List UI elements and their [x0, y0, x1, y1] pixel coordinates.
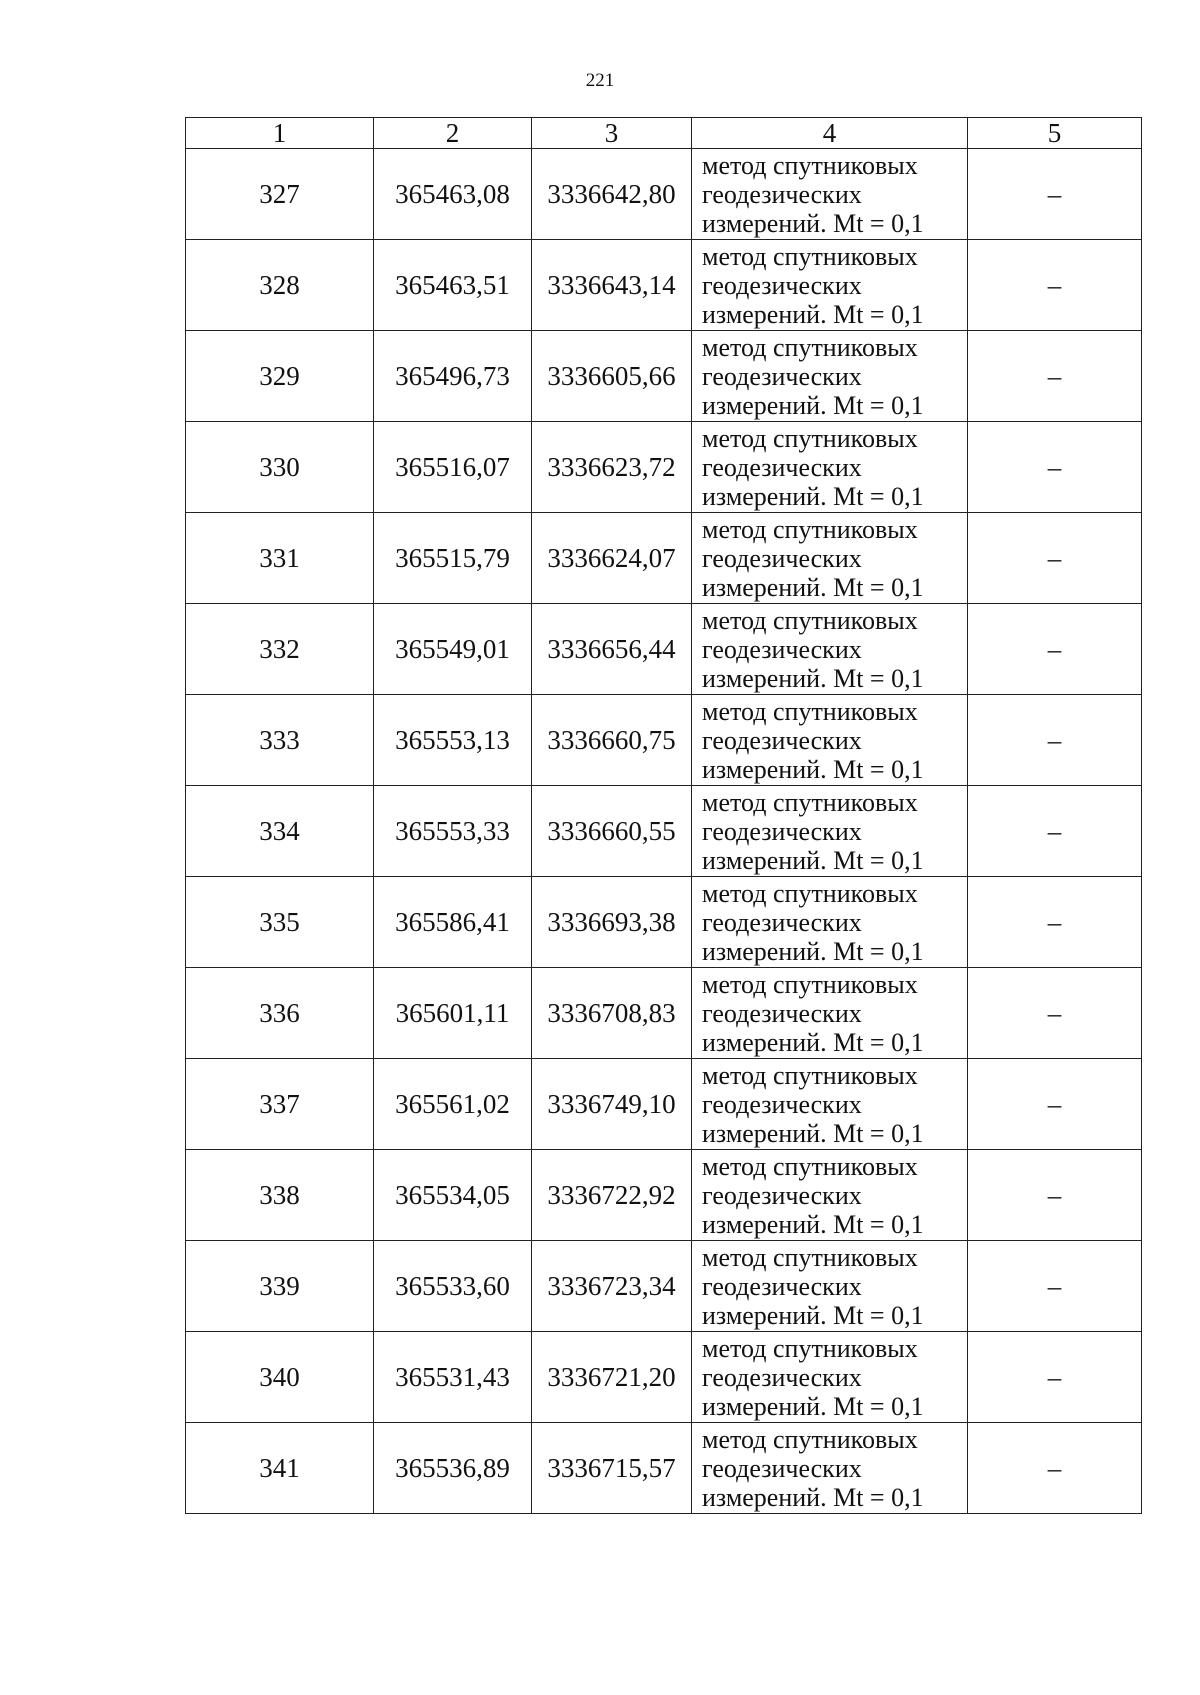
- x-coordinate-cell: 365536,89: [374, 1423, 532, 1514]
- method-cell: [692, 422, 968, 513]
- y-coordinate-cell: 3336642,80: [532, 149, 692, 240]
- note-cell: –: [968, 786, 1142, 877]
- method-line: метод спутниковых: [702, 1424, 918, 1454]
- point-number-cell: 340: [186, 1332, 374, 1423]
- note-cell: –: [968, 877, 1142, 968]
- method-line: метод спутниковых: [702, 696, 918, 726]
- method-cell: [692, 1150, 968, 1241]
- method-line: геодезических: [702, 1362, 862, 1392]
- column-header-5: 5: [968, 118, 1142, 149]
- y-coordinate-cell: 3336723,34: [532, 1241, 692, 1332]
- point-number-cell: 335: [186, 877, 374, 968]
- note-cell: –: [968, 1059, 1142, 1150]
- point-number-cell: 329: [186, 331, 374, 422]
- y-coordinate-cell: 3336693,38: [532, 877, 692, 968]
- note-cell: –: [968, 1241, 1142, 1332]
- column-header-4: 4: [692, 118, 968, 149]
- note-cell: –: [968, 695, 1142, 786]
- column-header-3: 3: [532, 118, 692, 149]
- table-row: [186, 604, 1142, 695]
- note-cell: –: [968, 422, 1142, 513]
- note-cell: –: [968, 1150, 1142, 1241]
- table-row: [186, 786, 1142, 877]
- table-row: [186, 695, 1142, 786]
- method-line: измерений. Mt = 0,1: [702, 1118, 924, 1148]
- x-coordinate-cell: 365533,60: [374, 1241, 532, 1332]
- method-cell: [692, 240, 968, 331]
- method-line: метод спутниковых: [702, 332, 918, 362]
- method-line: измерений. Mt = 0,1: [702, 390, 924, 420]
- method-line: метод спутниковых: [702, 605, 918, 635]
- method-cell: [692, 786, 968, 877]
- page-number: 221: [585, 70, 615, 91]
- table-row: [186, 513, 1142, 604]
- point-number-cell: 331: [186, 513, 374, 604]
- method-line: метод спутниковых: [702, 1060, 918, 1090]
- note-cell: –: [968, 240, 1142, 331]
- method-line: метод спутниковых: [702, 1242, 918, 1272]
- method-line: метод спутниковых: [702, 150, 918, 180]
- point-number-cell: 339: [186, 1241, 374, 1332]
- method-line: измерений. Mt = 0,1: [702, 481, 924, 511]
- y-coordinate-cell: 3336715,57: [532, 1423, 692, 1514]
- method-line: метод спутниковых: [702, 241, 918, 271]
- point-number-cell: 336: [186, 968, 374, 1059]
- method-cell: [692, 877, 968, 968]
- method-line: измерений. Mt = 0,1: [702, 663, 924, 693]
- point-number-cell: 330: [186, 422, 374, 513]
- y-coordinate-cell: 3336623,72: [532, 422, 692, 513]
- x-coordinate-cell: 365549,01: [374, 604, 532, 695]
- table-row: [186, 968, 1142, 1059]
- method-line: измерений. Mt = 0,1: [702, 845, 924, 875]
- method-line: измерений. Mt = 0,1: [702, 1482, 924, 1512]
- method-line: геодезических: [702, 816, 862, 846]
- method-line: геодезических: [702, 361, 862, 391]
- point-number-cell: 334: [186, 786, 374, 877]
- y-coordinate-cell: 3336624,07: [532, 513, 692, 604]
- table-header-row: [186, 118, 1142, 149]
- table-row: [186, 1241, 1142, 1332]
- table-row: [186, 422, 1142, 513]
- method-cell: [692, 1059, 968, 1150]
- column-header-2: 2: [374, 118, 532, 149]
- point-number-cell: 332: [186, 604, 374, 695]
- point-number-cell: 333: [186, 695, 374, 786]
- point-number-cell: 341: [186, 1423, 374, 1514]
- method-cell: [692, 513, 968, 604]
- column-header-1: 1: [186, 118, 374, 149]
- note-cell: –: [968, 149, 1142, 240]
- method-cell: [692, 1332, 968, 1423]
- method-line: метод спутниковых: [702, 1151, 918, 1181]
- note-cell: –: [968, 604, 1142, 695]
- note-cell: –: [968, 331, 1142, 422]
- x-coordinate-cell: 365515,79: [374, 513, 532, 604]
- table-row: [186, 877, 1142, 968]
- method-line: метод спутниковых: [702, 878, 918, 908]
- method-line: измерений. Mt = 0,1: [702, 208, 924, 238]
- method-line: измерений. Mt = 0,1: [702, 1391, 924, 1421]
- point-number-cell: 338: [186, 1150, 374, 1241]
- method-cell: [692, 968, 968, 1059]
- method-line: геодезических: [702, 634, 862, 664]
- y-coordinate-cell: 3336722,92: [532, 1150, 692, 1241]
- method-line: измерений. Mt = 0,1: [702, 1209, 924, 1239]
- method-cell: [692, 1423, 968, 1514]
- method-line: геодезических: [702, 998, 862, 1028]
- point-number-cell: 337: [186, 1059, 374, 1150]
- point-number-cell: 327: [186, 149, 374, 240]
- x-coordinate-cell: 365516,07: [374, 422, 532, 513]
- method-line: геодезических: [702, 907, 862, 937]
- method-cell: [692, 695, 968, 786]
- coordinates-table: [185, 117, 1142, 1514]
- note-cell: –: [968, 1332, 1142, 1423]
- x-coordinate-cell: 365463,51: [374, 240, 532, 331]
- y-coordinate-cell: 3336656,44: [532, 604, 692, 695]
- y-coordinate-cell: 3336749,10: [532, 1059, 692, 1150]
- note-cell: –: [968, 1423, 1142, 1514]
- method-line: метод спутниковых: [702, 969, 918, 999]
- x-coordinate-cell: 365553,13: [374, 695, 532, 786]
- method-line: измерений. Mt = 0,1: [702, 754, 924, 784]
- method-line: геодезических: [702, 725, 862, 755]
- method-line: измерений. Mt = 0,1: [702, 299, 924, 329]
- method-cell: [692, 149, 968, 240]
- x-coordinate-cell: 365586,41: [374, 877, 532, 968]
- x-coordinate-cell: 365601,11: [374, 968, 532, 1059]
- method-line: измерений. Mt = 0,1: [702, 1300, 924, 1330]
- table-row: [186, 1332, 1142, 1423]
- table-row: [186, 149, 1142, 240]
- x-coordinate-cell: 365463,08: [374, 149, 532, 240]
- method-line: геодезических: [702, 1271, 862, 1301]
- method-line: метод спутниковых: [702, 514, 918, 544]
- y-coordinate-cell: 3336660,55: [532, 786, 692, 877]
- note-cell: –: [968, 513, 1142, 604]
- table-body: [186, 149, 1142, 1514]
- method-line: геодезических: [702, 1453, 862, 1483]
- note-cell: –: [968, 968, 1142, 1059]
- table-row: [186, 1059, 1142, 1150]
- method-line: измерений. Mt = 0,1: [702, 936, 924, 966]
- x-coordinate-cell: 365553,33: [374, 786, 532, 877]
- method-line: геодезических: [702, 1180, 862, 1210]
- method-line: геодезических: [702, 270, 862, 300]
- method-line: геодезических: [702, 179, 862, 209]
- method-line: измерений. Mt = 0,1: [702, 1027, 924, 1057]
- x-coordinate-cell: 365534,05: [374, 1150, 532, 1241]
- y-coordinate-cell: 3336605,66: [532, 331, 692, 422]
- method-line: измерений. Mt = 0,1: [702, 572, 924, 602]
- method-cell: [692, 604, 968, 695]
- table-row: [186, 1423, 1142, 1514]
- x-coordinate-cell: 365531,43: [374, 1332, 532, 1423]
- x-coordinate-cell: 365561,02: [374, 1059, 532, 1150]
- y-coordinate-cell: 3336643,14: [532, 240, 692, 331]
- method-cell: [692, 1241, 968, 1332]
- method-line: геодезических: [702, 452, 862, 482]
- method-line: геодезических: [702, 1089, 862, 1119]
- point-number-cell: 328: [186, 240, 374, 331]
- x-coordinate-cell: 365496,73: [374, 331, 532, 422]
- y-coordinate-cell: 3336721,20: [532, 1332, 692, 1423]
- y-coordinate-cell: 3336660,75: [532, 695, 692, 786]
- table-row: [186, 1150, 1142, 1241]
- method-line: геодезических: [702, 543, 862, 573]
- method-line: метод спутниковых: [702, 423, 918, 453]
- table-row: [186, 240, 1142, 331]
- method-line: метод спутниковых: [702, 787, 918, 817]
- method-line: метод спутниковых: [702, 1333, 918, 1363]
- method-cell: [692, 331, 968, 422]
- y-coordinate-cell: 3336708,83: [532, 968, 692, 1059]
- table-row: [186, 331, 1142, 422]
